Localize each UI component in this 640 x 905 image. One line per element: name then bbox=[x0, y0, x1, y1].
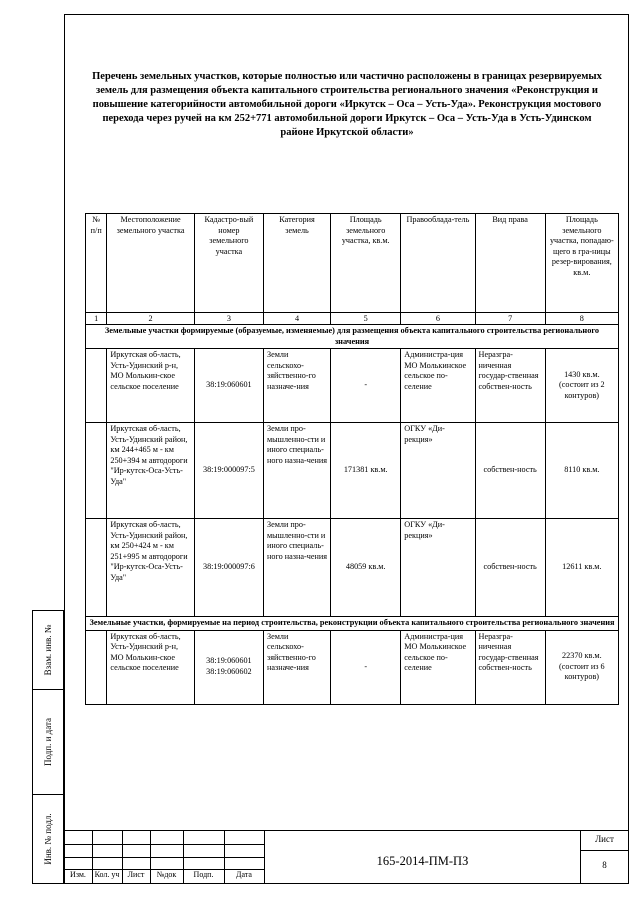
cell-cadastral bbox=[194, 630, 263, 704]
cell-location: Иркутская об-ласть, Усть-Удинский район, км 250+424 м - км 251+995 м автодороги "Ир-кутск-Оса-Усть-Уда" bbox=[107, 519, 194, 617]
section-heading-1: Земельные участки формируемые (образуемые, изменяемые) для размещения объекта капитального строительства регионального значения bbox=[86, 325, 619, 349]
header-right: Вид права bbox=[475, 214, 545, 313]
cell-category: Земли сельскохо-зяйственно-го назначе-ния bbox=[263, 349, 330, 423]
index-cell: 3 bbox=[194, 313, 263, 325]
stamp-podp-label: Подп. и дата bbox=[43, 717, 53, 767]
stamp-label-list: Лист bbox=[127, 870, 145, 879]
stamp-vzam-inv bbox=[32, 610, 64, 690]
cell-owner: Администра-ция МО Молькинское сельское по-селение bbox=[401, 349, 475, 423]
section-heading-2: Земельные участки, формируемые на период строительства, реконструкции объекта капитального строительства регионального значения bbox=[86, 617, 619, 631]
cell-location: Иркутская об-ласть, Усть-Удинский р-н, МО Молькин-ское сельское поселение bbox=[107, 630, 194, 704]
cell-area: 171381 кв.м. bbox=[331, 423, 401, 519]
section-row bbox=[86, 325, 619, 349]
cell-right: собствен-ность bbox=[475, 423, 545, 519]
land-plots-table bbox=[85, 213, 619, 705]
cell-area: 48059 кв.м. bbox=[331, 519, 401, 617]
stamp-podp-data bbox=[32, 689, 64, 795]
cell-category: Земли сельскохо-зяйственно-го назначе-ния bbox=[263, 630, 330, 704]
cell-right: собствен-ность bbox=[475, 519, 545, 617]
header-reserved-area: Площадь земельного участка, попадаю-щего в гра-ницы резер-вирования, кв.м. bbox=[545, 214, 618, 313]
index-cell: 6 bbox=[401, 313, 475, 325]
stamp-label-ndok: №док bbox=[156, 870, 177, 879]
table-row bbox=[86, 519, 619, 617]
cell-cadastral: 38:19:000097:6 bbox=[194, 519, 263, 617]
header-cadastral: Кадастро-вый номер земельного участка bbox=[194, 214, 263, 313]
cell-reserved: 1430 кв.м. (состоит из 2 контуров) bbox=[545, 349, 618, 423]
cell-category: Земли про-мышленно-сти и иного специаль-ного назна-чения bbox=[263, 423, 330, 519]
cell-cadastral: 38:19:060601 bbox=[194, 349, 263, 423]
cadastral-number: 38:19:060601 bbox=[206, 656, 252, 666]
cell-area: - bbox=[331, 349, 401, 423]
cell-category: Земли про-мышленно-сти и иного специаль-ного назна-чения bbox=[263, 519, 330, 617]
stamp-label-kol-uch: Кол. уч bbox=[94, 870, 120, 879]
index-cell: 7 bbox=[475, 313, 545, 325]
cell-num bbox=[86, 519, 107, 617]
cell-owner: ОГКУ «Ди-рекция» bbox=[401, 423, 475, 519]
cell-reserved: 22370 кв.м. (состоит из 6 контуров) bbox=[545, 630, 618, 704]
sheet-label: Лист bbox=[595, 834, 614, 844]
table-header-row bbox=[86, 214, 619, 313]
document-title: Перечень земельных участков, которые полностью или частично расположены в границах резервируемых земель для размещения объекта капитального строительства регионального значения «Реконструкция и повышение категорийности автомобильной дороги «Иркутск – Оса – Усть-Уда». Реконструкция мостового перехода через ручей на км 252+771 автомобильной дороги Иркутск – Оса – Усть-Уда в Усть-Удинском районе Иркутской области» bbox=[92, 71, 602, 138]
index-cell: 8 bbox=[545, 313, 618, 325]
index-cell: 2 bbox=[107, 313, 194, 325]
cell-cadastral: 38:19:000097:5 bbox=[194, 423, 263, 519]
cell-num bbox=[86, 630, 107, 704]
stamp-label-izm: Изм. bbox=[70, 870, 86, 879]
index-cell: 4 bbox=[263, 313, 330, 325]
cell-reserved: 12611 кв.м. bbox=[545, 519, 618, 617]
cell-reserved: 8110 кв.м. bbox=[545, 423, 618, 519]
table-row bbox=[86, 630, 619, 704]
cell-right: Неразгра-ниченная государ-ственная собствен-ность bbox=[475, 630, 545, 704]
cell-area: - bbox=[331, 630, 401, 704]
cell-location: Иркутская об-ласть, Усть-Удинский р-н, МО Молькин-ское сельское поселение bbox=[107, 349, 194, 423]
section-row bbox=[86, 617, 619, 631]
sheet-number: 8 bbox=[602, 860, 607, 870]
cell-right: Неразгра-ниченная государ-ственная собствен-ность bbox=[475, 349, 545, 423]
table-row bbox=[86, 423, 619, 519]
header-owner: Правооблада-тель bbox=[401, 214, 475, 313]
index-cell: 5 bbox=[331, 313, 401, 325]
stamp-vzam-label: Взам. инв. № bbox=[43, 624, 53, 676]
cell-num bbox=[86, 423, 107, 519]
index-cell: 1 bbox=[86, 313, 107, 325]
cadastral-number: 38:19:060602 bbox=[206, 667, 252, 676]
stamp-inv-podl bbox=[32, 794, 64, 884]
cell-owner: Администра-ция МО Молькинское сельское по-селение bbox=[401, 630, 475, 704]
cell-num bbox=[86, 349, 107, 423]
header-category: Категория земель bbox=[263, 214, 330, 313]
column-index-row bbox=[86, 313, 619, 325]
stamp-label-data: Дата bbox=[236, 870, 252, 879]
table-row bbox=[86, 349, 619, 423]
stamp-label-podp: Подп. bbox=[193, 870, 214, 879]
document-number: 165-2014-ПМ-ПЗ bbox=[376, 854, 469, 868]
stamp-inv-label: Инв. № подл. bbox=[43, 813, 53, 865]
header-area: Площадь земельного участка, кв.м. bbox=[331, 214, 401, 313]
header-location: Местоположение земельного участка bbox=[107, 214, 194, 313]
header-num: № п/п bbox=[86, 214, 107, 313]
cell-location: Иркутская об-ласть, Усть-Удинский район, км 244+465 м - км 250+394 м автодороги "Ир-кутск-Оса-Усть-Уда" bbox=[107, 423, 194, 519]
cell-owner: ОГКУ «Ди-рекция» bbox=[401, 519, 475, 617]
